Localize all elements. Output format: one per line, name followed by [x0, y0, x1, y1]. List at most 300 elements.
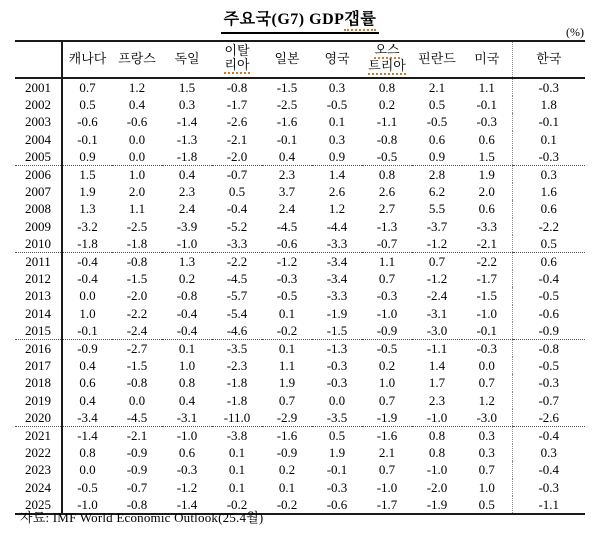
value-cell-uk-2023: -0.1 [326, 462, 348, 478]
col-header-france: 프랑스 [112, 41, 162, 78]
value-cell-canada-2022: 0.8 [79, 445, 96, 461]
value-cell-italy-2002: -1.7 [226, 97, 248, 113]
value-cell-usa-2012: -1.7 [476, 271, 498, 287]
value-cell-austria-2016: -0.5 [376, 341, 398, 357]
value-cell-japan-2002: -2.5 [276, 97, 298, 113]
value-cell-japan-2014: 0.1 [278, 305, 296, 321]
value-cell-austria-2022: 2.1 [378, 445, 396, 461]
value-cell-korea-2011: 0.6 [512, 253, 585, 271]
table-row-2009 [15, 218, 585, 235]
table-row-2015 [15, 322, 585, 340]
value-cell-uk-2015: -1.5 [312, 322, 362, 340]
value-cell-italy-2022: 0.1 [228, 445, 246, 461]
year-cell: 2009 [15, 218, 62, 235]
value-cell-finland-2023: -1.0 [426, 462, 448, 478]
value-cell-canada-2025: -1.0 [77, 496, 98, 512]
value-cell-uk-2002: -0.5 [326, 97, 348, 113]
value-cell-finland-2012: -1.2 [426, 271, 448, 287]
value-cell-canada-2018: 0.6 [79, 375, 96, 391]
value-cell-france-2023: -0.9 [126, 462, 148, 478]
value-cell-japan-2008: 2.4 [278, 201, 296, 217]
value-cell-japan-2003: -1.6 [276, 114, 298, 130]
table-row-2016 [15, 340, 585, 358]
value-cell-japan-2001: -1.5 [276, 80, 298, 95]
value-cell-uk-2014: -1.9 [326, 305, 348, 321]
value-cell-france-2018: -0.8 [126, 375, 148, 391]
col-header-canada: 캐나다 [62, 41, 112, 78]
value-cell-finland-2003: -0.5 [426, 114, 448, 130]
value-cell-finland-2017: 1.4 [428, 358, 446, 374]
value-cell-finland-2024: -2.0 [426, 479, 448, 495]
table-row-2020 [15, 409, 585, 427]
value-cell-usa-2025: 0.5 [478, 496, 495, 512]
value-cell-finland-2005: 0.9 [412, 148, 462, 166]
value-cell-korea-2022: 0.3 [512, 444, 585, 461]
year-cell: 2021 [15, 427, 62, 445]
value-cell-france-2008: 1.1 [128, 201, 146, 217]
value-cell-austria-2002: 0.2 [378, 97, 396, 113]
table-header-row [15, 41, 585, 78]
value-cell-korea-2021: -0.4 [512, 427, 585, 445]
value-cell-korea-2009: -2.2 [512, 218, 585, 235]
value-cell-korea-2010: 0.5 [512, 235, 585, 253]
value-cell-usa-2017: 0.0 [478, 358, 495, 374]
value-cell-italy-2013: -5.7 [226, 288, 248, 304]
value-cell-finland-2009: -3.7 [426, 218, 448, 234]
value-cell-austria-2021: -1.6 [376, 428, 398, 444]
value-cell-italy-2014: -5.4 [226, 305, 248, 321]
value-cell-germany-2021: -1.0 [176, 428, 198, 444]
value-cell-italy-2008: -0.4 [226, 201, 248, 217]
value-cell-finland-2019: 2.3 [428, 392, 446, 408]
col-header-austria: 오스 트리아 [362, 41, 412, 78]
value-cell-france-2014: -2.2 [126, 305, 148, 321]
value-cell-finland-2010: -1.2 [412, 235, 462, 253]
value-cell-finland-2014: -3.1 [426, 305, 448, 321]
value-cell-germany-2017: 1.0 [178, 358, 196, 374]
value-cell-japan-2016: 0.1 [278, 341, 296, 357]
value-cell-austria-2025: -1.7 [376, 496, 398, 512]
value-cell-germany-2008: 2.4 [178, 201, 196, 217]
value-cell-italy-2003: -2.6 [226, 114, 248, 130]
value-cell-austria-2003: -1.1 [376, 114, 398, 130]
value-cell-korea-2004: 0.1 [512, 131, 585, 148]
year-cell: 2019 [15, 392, 62, 409]
value-cell-austria-2019: 0.7 [378, 392, 396, 408]
year-cell: 2023 [15, 461, 62, 478]
value-cell-germany-2018: 0.8 [178, 375, 196, 391]
value-cell-usa-2006: 1.9 [478, 167, 495, 183]
year-cell: 2008 [15, 200, 62, 217]
year-cell: 2013 [15, 287, 62, 304]
value-cell-italy-2005: -2.0 [212, 148, 262, 166]
value-cell-canada-2005: 0.9 [62, 148, 112, 166]
value-cell-korea-2007: 1.6 [512, 183, 585, 200]
table-row-2014 [15, 305, 585, 322]
value-cell-germany-2010: -1.0 [162, 235, 212, 253]
value-cell-germany-2016: 0.1 [178, 341, 196, 357]
value-cell-austria-2010: -0.7 [362, 235, 412, 253]
value-cell-germany-2020: -3.1 [162, 409, 212, 427]
value-cell-italy-2016: -3.5 [226, 341, 248, 357]
value-cell-korea-2002: 1.8 [512, 96, 585, 113]
value-cell-usa-2015: -0.1 [462, 322, 512, 340]
value-cell-japan-2015: -0.2 [262, 322, 312, 340]
value-cell-france-2002: 0.4 [128, 97, 146, 113]
value-cell-germany-2001: 1.5 [178, 80, 196, 95]
value-cell-usa-2024: 1.0 [478, 479, 495, 495]
value-cell-france-2005: 0.0 [112, 148, 162, 166]
value-cell-austria-2008: 2.7 [378, 201, 396, 217]
value-cell-germany-2022: 0.6 [178, 445, 196, 461]
year-cell: 2010 [15, 235, 62, 253]
value-cell-uk-2007: 2.6 [328, 184, 346, 200]
value-cell-canada-2015: -0.1 [62, 322, 112, 340]
value-cell-france-2021: -2.1 [126, 428, 148, 444]
value-cell-france-2009: -2.5 [126, 218, 148, 234]
value-cell-italy-2006: -0.7 [226, 167, 248, 183]
value-cell-italy-2015: -4.6 [212, 322, 262, 340]
value-cell-finland-2015: -3.0 [412, 322, 462, 340]
value-cell-france-2025: -0.8 [126, 496, 148, 512]
value-cell-usa-2018: 0.7 [478, 375, 495, 391]
value-cell-austria-2014: -1.0 [376, 305, 398, 321]
value-cell-france-2016: -2.7 [126, 341, 148, 357]
value-cell-austria-2011: 1.1 [378, 254, 396, 270]
value-cell-canada-2016: -0.9 [77, 341, 98, 357]
value-cell-canada-2002: 0.5 [79, 97, 96, 113]
table-row-2010 [15, 235, 585, 253]
value-cell-usa-2005: 1.5 [462, 148, 512, 166]
value-cell-italy-2025: -0.2 [226, 496, 248, 512]
value-cell-korea-2020: -2.6 [512, 409, 585, 427]
year-cell: 2001 [15, 78, 62, 96]
value-cell-austria-2005: -0.5 [362, 148, 412, 166]
value-cell-austria-2012: 0.7 [378, 271, 396, 287]
value-cell-usa-2013: -1.5 [476, 288, 498, 304]
value-cell-germany-2004: -1.3 [176, 131, 198, 147]
value-cell-italy-2017: -2.3 [226, 358, 248, 374]
value-cell-usa-2002: -0.1 [476, 97, 498, 113]
value-cell-canada-2010: -1.8 [62, 235, 112, 253]
value-cell-uk-2016: -1.3 [326, 341, 348, 357]
table-row-2012 [15, 270, 585, 287]
value-cell-canada-2023: 0.0 [79, 462, 96, 478]
value-cell-germany-2003: -1.4 [176, 114, 198, 130]
value-cell-usa-2009: -3.3 [476, 218, 498, 234]
value-cell-finland-2011: 0.7 [428, 254, 446, 270]
value-cell-usa-2003: -0.3 [476, 114, 498, 130]
value-cell-france-2013: -2.0 [126, 288, 148, 304]
value-cell-austria-2007: 2.6 [378, 184, 396, 200]
value-cell-austria-2018: 1.0 [378, 375, 396, 391]
col-header-italy: 이탈 리아 [212, 41, 262, 78]
value-cell-uk-2013: -3.3 [326, 288, 348, 304]
value-cell-finland-2016: -1.1 [426, 341, 448, 357]
year-cell: 2022 [15, 444, 62, 461]
value-cell-japan-2011: -1.2 [276, 254, 298, 270]
year-cell: 2003 [15, 113, 62, 130]
unit-label: (%) [566, 25, 584, 39]
value-cell-finland-2004: 0.6 [428, 131, 446, 147]
value-cell-finland-2022: 0.8 [428, 445, 446, 461]
value-cell-usa-2023: 0.7 [478, 462, 495, 478]
year-cell: 2017 [15, 357, 62, 374]
year-cell: 2020 [15, 409, 62, 427]
value-cell-japan-2022: -0.9 [276, 445, 298, 461]
value-cell-france-2010: -1.8 [112, 235, 162, 253]
value-cell-canada-2021: -1.4 [77, 428, 98, 444]
value-cell-korea-2017: -0.5 [512, 357, 585, 374]
value-cell-usa-2014: -1.0 [476, 305, 498, 321]
value-cell-usa-2021: 0.3 [478, 428, 495, 444]
value-cell-uk-2006: 1.4 [328, 167, 346, 183]
value-cell-usa-2004: 0.6 [478, 131, 495, 147]
value-cell-korea-2012: -0.4 [512, 270, 585, 287]
corner-cell [15, 41, 62, 78]
value-cell-usa-2001: 1.1 [478, 80, 495, 95]
col-header-usa: 미국 [462, 41, 512, 78]
value-cell-germany-2013: -0.8 [176, 288, 198, 304]
value-cell-france-2020: -4.5 [112, 409, 162, 427]
year-cell: 2016 [15, 340, 62, 358]
page-title-main: 주요국(G7) GDP [223, 11, 345, 28]
value-cell-austria-2020: -1.9 [362, 409, 412, 427]
value-cell-korea-2006: 0.3 [512, 166, 585, 184]
value-cell-uk-2010: -3.3 [312, 235, 362, 253]
value-cell-japan-2024: 0.1 [278, 479, 296, 495]
value-cell-italy-2018: -1.8 [226, 375, 248, 391]
value-cell-korea-2018: -0.3 [512, 374, 585, 391]
table-row-2019 [15, 392, 585, 409]
value-cell-austria-2009: -1.3 [376, 218, 398, 234]
value-cell-uk-2018: -0.3 [326, 375, 348, 391]
value-cell-uk-2017: -0.3 [326, 358, 348, 374]
value-cell-japan-2021: -1.6 [276, 428, 298, 444]
value-cell-uk-2024: -0.3 [326, 479, 348, 495]
value-cell-france-2012: -1.5 [126, 271, 148, 287]
value-cell-finland-2013: -2.4 [426, 288, 448, 304]
value-cell-italy-2020: -11.0 [212, 409, 262, 427]
value-cell-germany-2011: 1.3 [178, 254, 196, 270]
value-cell-italy-2021: -3.8 [226, 428, 248, 444]
year-cell: 2025 [15, 496, 62, 514]
value-cell-italy-2012: -4.5 [226, 271, 248, 287]
value-cell-canada-2013: 0.0 [79, 288, 96, 304]
value-cell-france-2011: -0.8 [126, 254, 148, 270]
value-cell-finland-2021: 0.8 [428, 428, 446, 444]
value-cell-italy-2001: -0.8 [226, 80, 248, 95]
value-cell-finland-2002: 0.5 [428, 97, 446, 113]
value-cell-canada-2017: 0.4 [79, 358, 96, 374]
value-cell-canada-2019: 0.4 [79, 392, 96, 408]
value-cell-france-2004: 0.0 [128, 131, 146, 147]
table-row-2017 [15, 357, 585, 374]
value-cell-korea-2023: -0.4 [512, 461, 585, 478]
value-cell-france-2015: -2.4 [112, 322, 162, 340]
value-cell-germany-2002: 0.3 [178, 97, 196, 113]
value-cell-korea-2001: -0.3 [512, 78, 585, 96]
value-cell-japan-2007: 3.7 [278, 184, 296, 200]
value-cell-italy-2007: 0.5 [228, 184, 246, 200]
source-note: 자료: IMF World Economic Outlook(25.4월) [20, 510, 264, 525]
value-cell-austria-2006: 0.8 [378, 167, 396, 183]
value-cell-austria-2004: -0.8 [376, 131, 398, 147]
value-cell-korea-2008: 0.6 [512, 200, 585, 217]
value-cell-canada-2006: 1.5 [79, 167, 96, 183]
value-cell-usa-2022: 0.3 [478, 445, 495, 461]
value-cell-uk-2009: -4.4 [326, 218, 348, 234]
value-cell-austria-2017: 0.2 [378, 358, 396, 374]
value-cell-canada-2003: -0.6 [77, 114, 98, 130]
value-cell-france-2022: -0.9 [126, 445, 148, 461]
year-cell: 2014 [15, 305, 62, 322]
value-cell-uk-2022: 1.9 [328, 445, 346, 461]
value-cell-france-2007: 2.0 [128, 184, 146, 200]
value-cell-usa-2011: -2.2 [476, 254, 498, 270]
value-cell-finland-2025: -1.9 [426, 496, 448, 512]
value-cell-japan-2019: 0.7 [278, 392, 296, 408]
table-row-2018 [15, 374, 585, 391]
value-cell-korea-2014: -0.6 [512, 305, 585, 322]
value-cell-germany-2019: 0.4 [178, 392, 196, 408]
col-header-korea: 한국 [512, 41, 585, 78]
value-cell-korea-2003: -0.1 [512, 113, 585, 130]
table-row-2008 [15, 200, 585, 217]
value-cell-japan-2020: -2.9 [262, 409, 312, 427]
value-cell-finland-2008: 5.5 [428, 201, 446, 217]
value-cell-canada-2008: 1.3 [79, 201, 96, 217]
value-cell-uk-2019: 0.0 [328, 392, 346, 408]
value-cell-usa-2008: 0.6 [478, 201, 495, 217]
value-cell-japan-2018: 1.9 [278, 375, 296, 391]
table-row-2007 [15, 183, 585, 200]
table-row-2002 [15, 96, 585, 113]
value-cell-korea-2005: -0.3 [512, 148, 585, 166]
value-cell-usa-2016: -0.3 [476, 341, 498, 357]
value-cell-germany-2012: 0.2 [178, 271, 196, 287]
value-cell-uk-2001: 0.3 [328, 80, 346, 95]
value-cell-korea-2013: -0.5 [512, 287, 585, 304]
value-cell-italy-2009: -5.2 [226, 218, 248, 234]
year-cell: 2005 [15, 148, 62, 166]
col-header-finland: 핀란드 [412, 41, 462, 78]
year-cell: 2024 [15, 479, 62, 496]
value-cell-canada-2001: 0.7 [79, 80, 96, 95]
value-cell-japan-2006: 2.3 [278, 167, 296, 183]
value-cell-uk-2008: 1.2 [328, 201, 346, 217]
value-cell-austria-2024: -1.0 [376, 479, 398, 495]
value-cell-uk-2011: -3.4 [326, 254, 348, 270]
value-cell-canada-2014: 1.0 [79, 305, 96, 321]
value-cell-finland-2007: 6.2 [428, 184, 446, 200]
value-cell-austria-2013: -0.3 [376, 288, 398, 304]
value-cell-japan-2010: -0.6 [262, 235, 312, 253]
value-cell-usa-2007: 2.0 [478, 184, 495, 200]
value-cell-canada-2020: -3.4 [62, 409, 112, 427]
year-cell: 2018 [15, 374, 62, 391]
year-cell: 2015 [15, 322, 62, 340]
value-cell-france-2003: -0.6 [126, 114, 148, 130]
value-cell-italy-2004: -2.1 [226, 131, 248, 147]
year-cell: 2002 [15, 96, 62, 113]
value-cell-canada-2004: -0.1 [77, 131, 98, 147]
table-row-2021 [15, 427, 585, 445]
year-cell: 2012 [15, 270, 62, 287]
table-row-2004 [15, 131, 585, 148]
col-header-uk: 영국 [312, 41, 362, 78]
table-row-2005 [15, 148, 585, 166]
table-row-2003 [15, 113, 585, 130]
value-cell-france-2001: 1.2 [128, 80, 146, 95]
value-cell-germany-2025: -1.4 [176, 496, 198, 512]
value-cell-korea-2016: -0.8 [512, 340, 585, 358]
value-cell-germany-2024: -1.2 [176, 479, 198, 495]
value-cell-japan-2012: -0.3 [276, 271, 298, 287]
col-header-germany: 독일 [162, 41, 212, 78]
table-row-2022 [15, 444, 585, 461]
value-cell-germany-2023: -0.3 [176, 462, 198, 478]
value-cell-germany-2014: -0.4 [176, 305, 198, 321]
value-cell-austria-2001: 0.8 [378, 80, 396, 95]
value-cell-italy-2024: 0.1 [228, 479, 246, 495]
col-header-japan: 일본 [262, 41, 312, 78]
value-cell-canada-2007: 1.9 [79, 184, 96, 200]
table-row-2006 [15, 166, 585, 184]
value-cell-france-2024: -0.7 [126, 479, 148, 495]
value-cell-canada-2024: -0.5 [77, 479, 98, 495]
value-cell-canada-2011: -0.4 [77, 254, 98, 270]
value-cell-japan-2005: 0.4 [262, 148, 312, 166]
gdp-gap-table [15, 40, 585, 515]
value-cell-germany-2015: -0.4 [162, 322, 212, 340]
value-cell-uk-2003: 0.1 [328, 114, 346, 130]
title-row [0, 6, 600, 34]
value-cell-finland-2018: 1.7 [428, 375, 446, 391]
value-cell-usa-2020: -3.0 [462, 409, 512, 427]
value-cell-france-2006: 1.0 [128, 167, 146, 183]
value-cell-finland-2020: -1.0 [412, 409, 462, 427]
table-row-2011 [15, 253, 585, 271]
value-cell-uk-2021: 0.5 [328, 428, 346, 444]
value-cell-finland-2001: 2.1 [428, 80, 446, 95]
year-cell: 2004 [15, 131, 62, 148]
year-cell: 2007 [15, 183, 62, 200]
value-cell-uk-2012: -3.4 [326, 271, 348, 287]
value-cell-korea-2019: -0.7 [512, 392, 585, 409]
value-cell-france-2019: 0.0 [128, 392, 146, 408]
value-cell-japan-2009: -4.5 [276, 218, 298, 234]
value-cell-korea-2025: -1.1 [512, 496, 585, 514]
value-cell-italy-2019: -1.8 [226, 392, 248, 408]
value-cell-germany-2009: -3.9 [176, 218, 198, 234]
table-row-2024 [15, 479, 585, 496]
value-cell-japan-2025: -0.2 [276, 496, 298, 512]
value-cell-korea-2024: -0.3 [512, 479, 585, 496]
value-cell-usa-2019: 1.2 [478, 392, 495, 408]
page-title [221, 6, 380, 34]
value-cell-france-2017: -1.5 [126, 358, 148, 374]
page-title-spellcheck-word: 갭률 [344, 6, 376, 31]
value-cell-austria-2023: 0.7 [378, 462, 396, 478]
value-cell-germany-2006: 0.4 [178, 167, 196, 183]
value-cell-italy-2011: -2.2 [226, 254, 248, 270]
value-cell-japan-2023: 0.2 [278, 462, 296, 478]
value-cell-finland-2006: 2.8 [428, 167, 446, 183]
value-cell-japan-2004: -0.1 [276, 131, 298, 147]
year-cell: 2006 [15, 166, 62, 184]
value-cell-japan-2017: 1.1 [278, 358, 296, 374]
